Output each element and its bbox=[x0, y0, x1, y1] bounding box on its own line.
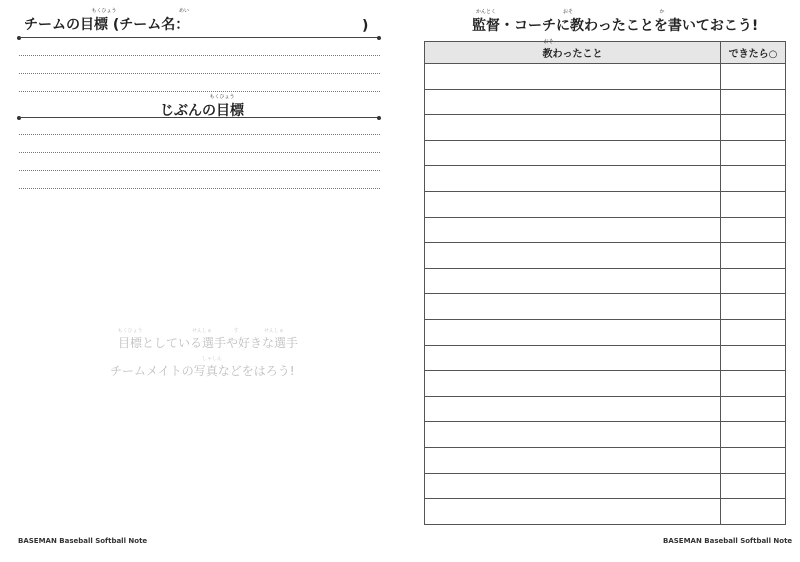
learned-cell[interactable] bbox=[425, 294, 721, 320]
lessons-table bbox=[424, 41, 786, 525]
furigana-su: す bbox=[233, 328, 239, 334]
learned-cell[interactable] bbox=[425, 447, 721, 473]
furigana-mokuhyou: もくひょう bbox=[91, 8, 117, 14]
table-row bbox=[425, 473, 786, 499]
furigana-mokuhyou: もくひょう bbox=[209, 94, 235, 100]
learned-cell[interactable] bbox=[425, 473, 721, 499]
done-check-cell[interactable] bbox=[721, 89, 786, 115]
done-check-cell[interactable] bbox=[721, 64, 786, 90]
writing-line[interactable] bbox=[19, 188, 380, 189]
table-row bbox=[425, 371, 786, 397]
coach-lessons-heading bbox=[472, 9, 759, 35]
left-footer: BASEMAN Baseball Softball Note bbox=[18, 537, 148, 545]
learned-cell[interactable] bbox=[425, 422, 721, 448]
line-end-dot bbox=[377, 36, 381, 40]
personal-goal-underline bbox=[19, 117, 380, 118]
done-check-cell[interactable] bbox=[721, 115, 786, 141]
learned-cell[interactable] bbox=[425, 89, 721, 115]
table-row bbox=[425, 64, 786, 90]
learned-cell[interactable] bbox=[425, 319, 721, 345]
writing-line[interactable] bbox=[19, 91, 380, 92]
photo-hint-line-1: 目標としている選手や好きな選手 もくひょう せんしゅ す せんしゅ bbox=[117, 328, 299, 350]
done-check-cell[interactable] bbox=[721, 217, 786, 243]
lessons-table-body bbox=[425, 64, 786, 525]
table-row bbox=[425, 345, 786, 371]
furigana-shashin: しゃしん bbox=[201, 356, 223, 362]
table-row bbox=[425, 166, 786, 192]
right-footer: BASEMAN Baseball Softball Note bbox=[663, 537, 793, 545]
table-row bbox=[425, 140, 786, 166]
learned-cell[interactable] bbox=[425, 64, 721, 90]
learned-cell[interactable] bbox=[425, 191, 721, 217]
done-check-cell[interactable] bbox=[721, 319, 786, 345]
writing-line[interactable] bbox=[19, 134, 380, 135]
furigana-oso: おそ bbox=[543, 39, 554, 45]
table-row bbox=[425, 191, 786, 217]
learned-cell[interactable] bbox=[425, 217, 721, 243]
done-check-cell[interactable] bbox=[721, 166, 786, 192]
table-row bbox=[425, 115, 786, 141]
learned-cell[interactable] bbox=[425, 396, 721, 422]
table-row bbox=[425, 499, 786, 525]
table-row bbox=[425, 243, 786, 269]
furigana-kantoku: かんとく bbox=[475, 9, 497, 15]
column-header-done: できたら○ bbox=[721, 42, 786, 64]
team-goal-underline bbox=[19, 37, 380, 38]
table-row bbox=[425, 217, 786, 243]
team-goal-label: チームの目標 (チーム名： bbox=[24, 17, 190, 33]
done-check-cell[interactable] bbox=[721, 473, 786, 499]
done-check-cell[interactable] bbox=[721, 371, 786, 397]
table-row bbox=[425, 396, 786, 422]
writing-line[interactable] bbox=[19, 170, 380, 171]
learned-cell[interactable] bbox=[425, 499, 721, 525]
table-header-row bbox=[425, 42, 786, 64]
learned-cell[interactable] bbox=[425, 115, 721, 141]
table-row bbox=[425, 89, 786, 115]
writing-line[interactable] bbox=[19, 152, 380, 153]
furigana-oso: おそ bbox=[562, 9, 574, 15]
furigana-senshu: せんしゅ bbox=[191, 328, 213, 334]
learned-cell[interactable] bbox=[425, 345, 721, 371]
done-check-cell[interactable] bbox=[721, 345, 786, 371]
learned-cell[interactable] bbox=[425, 140, 721, 166]
done-check-cell[interactable] bbox=[721, 422, 786, 448]
photo-hint-line-2: チームメイトの写真などをはろう! しゃしん bbox=[110, 356, 295, 378]
personal-goal-label: じぶんの目標 bbox=[160, 103, 244, 119]
table-row bbox=[425, 268, 786, 294]
furigana-senshu: せんしゅ bbox=[263, 328, 285, 334]
learned-cell[interactable] bbox=[425, 268, 721, 294]
done-check-cell[interactable] bbox=[721, 447, 786, 473]
furigana-ka: か bbox=[659, 9, 665, 15]
done-check-cell[interactable] bbox=[721, 191, 786, 217]
table-row bbox=[425, 422, 786, 448]
team-goal-close-paren: ) bbox=[362, 18, 369, 34]
learned-cell[interactable] bbox=[425, 166, 721, 192]
learned-cell[interactable] bbox=[425, 243, 721, 269]
done-check-cell[interactable] bbox=[721, 499, 786, 525]
writing-line[interactable] bbox=[19, 73, 380, 74]
table-row bbox=[425, 294, 786, 320]
learned-cell[interactable] bbox=[425, 371, 721, 397]
table-row bbox=[425, 447, 786, 473]
done-check-cell[interactable] bbox=[721, 294, 786, 320]
done-check-cell[interactable] bbox=[721, 396, 786, 422]
coach-lessons-title: 監督・コーチに教わったことを書いておこう! bbox=[472, 18, 759, 34]
done-check-cell[interactable] bbox=[721, 268, 786, 294]
writing-line[interactable] bbox=[19, 55, 380, 56]
done-check-cell[interactable] bbox=[721, 140, 786, 166]
line-end-dot bbox=[377, 116, 381, 120]
done-check-cell[interactable] bbox=[721, 243, 786, 269]
team-goal-heading bbox=[24, 8, 190, 34]
table-row bbox=[425, 319, 786, 345]
furigana-mei: めい bbox=[178, 8, 190, 14]
furigana-mokuhyou: もくひょう bbox=[117, 328, 143, 334]
column-header-learned: 教わったこと おそ bbox=[425, 42, 721, 64]
